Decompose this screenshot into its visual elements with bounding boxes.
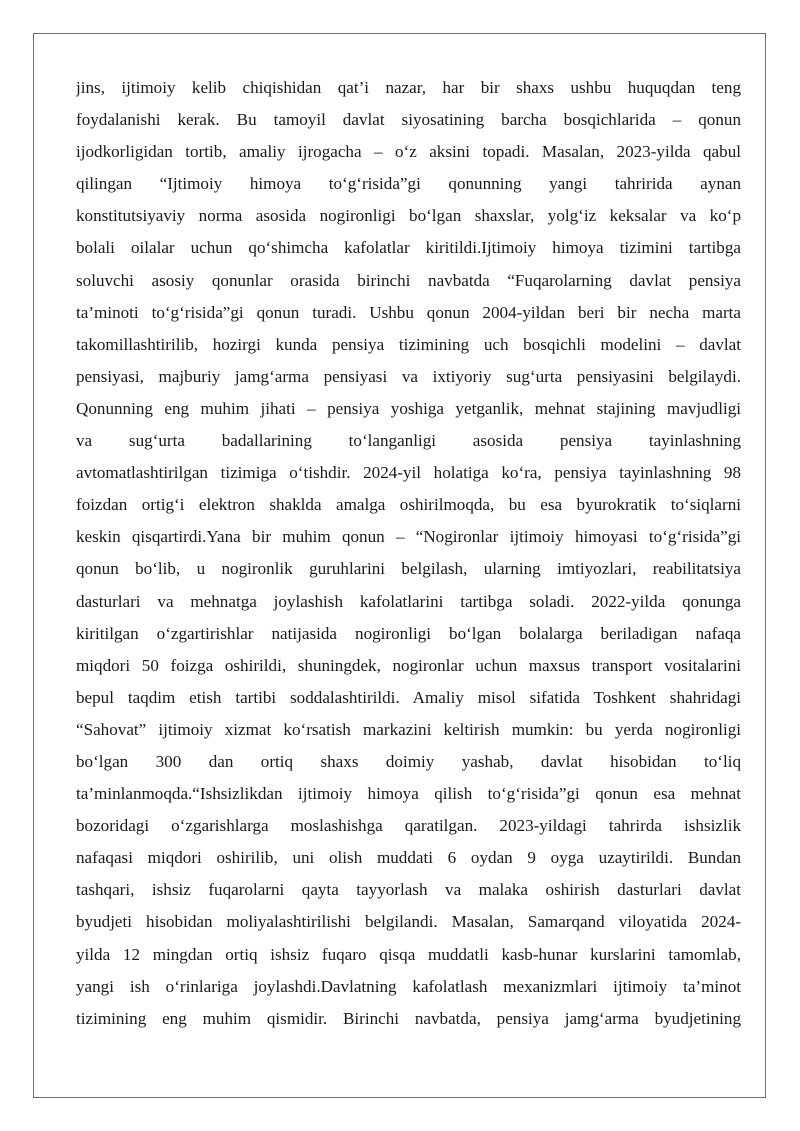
text-line: byudjeti hisobidan moliyalashtirilishi belgilandi. Masalan, Samarqand viloyatida 2024- bbox=[76, 912, 741, 932]
text-line: Qonunning eng muhim jihati – pensiya yoshiga yetganlik, mehnat stajining mavjudligi bbox=[76, 398, 741, 418]
text-line: tashqari, ishsiz fuqarolarni qayta tayyorlash va malaka oshirish dasturlari davlat bbox=[76, 880, 741, 900]
text-line: nafaqasi miqdori oshirilib, uni olish muddati 6 oydan 9 oyga uzaytirildi. Bundan bbox=[76, 848, 741, 868]
text-line: yilda 12 mingdan ortiq ishsiz fuqaro qisqa muddatli kasb-hunar kurslarini tamomlab, bbox=[76, 944, 741, 964]
text-line: soluvchi asosiy qonunlar orasida birinchi navbatda “Fuqarolarning davlat pensiya bbox=[76, 270, 741, 290]
text-line: ta’minlanmoqda.“Ishsizlikdan ijtimoiy himoya qilish to‘g‘risida”gi qonun esa mehnat bbox=[76, 784, 741, 804]
text-line: dasturlari va mehnatga joylashish kafolatlarini tartibga soladi. 2022-yilda qonunga bbox=[76, 591, 741, 611]
text-line: bo‘lgan 300 dan ortiq shaxs doimiy yashab, davlat hisobidan to‘liq bbox=[76, 751, 741, 771]
text-line: tizimining eng muhim qismidir. Birinchi navbatda, pensiya jamg‘arma byudjetining bbox=[76, 1008, 741, 1028]
text-line: kiritilgan o‘zgartirishlar natijasida nogironligi bo‘lgan bolalarga beriladigan nafaqa bbox=[76, 623, 741, 643]
text-line: qonun bo‘lib, u nogironlik guruhlarini belgilash, ularning imtiyozlari, reabilitatsiya bbox=[76, 559, 741, 579]
text-line: bolali oilalar uchun qo‘shimcha kafolatlar kiritildi.Ijtimoiy himoya tizimini tartibga bbox=[76, 238, 741, 258]
text-line: ijodkorligidan tortib, amaliy ijrogacha – o‘z aksini topadi. Masalan, 2023-yilda qabul bbox=[76, 142, 741, 162]
text-line: pensiyasi, majburiy jamg‘arma pensiyasi va ixtiyoriy sug‘urta pensiyasini belgilaydi. bbox=[76, 366, 741, 386]
text-line: foydalanishi kerak. Bu tamoyil davlat siyosatining barcha bosqichlarida – qonun bbox=[76, 110, 741, 130]
text-line: ta’minoti to‘g‘risida”gi qonun turadi. Ushbu qonun 2004-yildan beri bir necha marta bbox=[76, 302, 741, 322]
text-line: va sug‘urta badallarining to‘langanligi asosida pensiya tayinlashning bbox=[76, 431, 741, 451]
text-line: konstitutsiyaviy norma asosida nogironligi bo‘lgan shaxslar, yolg‘iz keksalar va ko‘p bbox=[76, 206, 741, 226]
text-line: miqdori 50 foizga oshirildi, shuningdek, nogironlar uchun maxsus transport vositalarini bbox=[76, 655, 741, 675]
text-line: yangi ish o‘rinlariga joylashdi.Davlatning kafolatlash mexanizmlari ijtimoiy ta’minot bbox=[76, 976, 741, 996]
text-line: bozoridagi o‘zgarishlarga moslashishga qaratilgan. 2023-yildagi tahrirda ishsizlik bbox=[76, 816, 741, 836]
text-line: qilingan “Ijtimoiy himoya to‘g‘risida”gi qonunning yangi tahririda aynan bbox=[76, 174, 741, 194]
text-line: keskin qisqartirdi.Yana bir muhim qonun – “Nogironlar ijtimoiy himoyasi to‘g‘risida”gi bbox=[76, 527, 741, 547]
text-line: “Sahovat” ijtimoiy xizmat ko‘rsatish markazini keltirish mumkin: bu yerda nogironligi bbox=[76, 719, 741, 739]
text-line: foizdan ortig‘i elektron shaklda amalga oshirilmoqda, bu esa byurokratik to‘siqlarni bbox=[76, 495, 741, 515]
text-line: takomillashtirilib, hozirgi kunda pensiya tizimining uch bosqichli modelini – davlat bbox=[76, 334, 741, 354]
body-text bbox=[76, 72, 741, 1035]
text-line: jins, ijtimoiy kelib chiqishidan qat’i nazar, har bir shaxs ushbu huquqdan teng bbox=[76, 78, 741, 97]
text-line: bepul taqdim etish tartibi soddalashtirildi. Amaliy misol sifatida Toshkent shahridagi bbox=[76, 687, 741, 707]
text-line: avtomatlashtirilgan tizimiga o‘tishdir. 2024-yil holatiga ko‘ra, pensiya tayinlashning 98 bbox=[76, 463, 741, 483]
